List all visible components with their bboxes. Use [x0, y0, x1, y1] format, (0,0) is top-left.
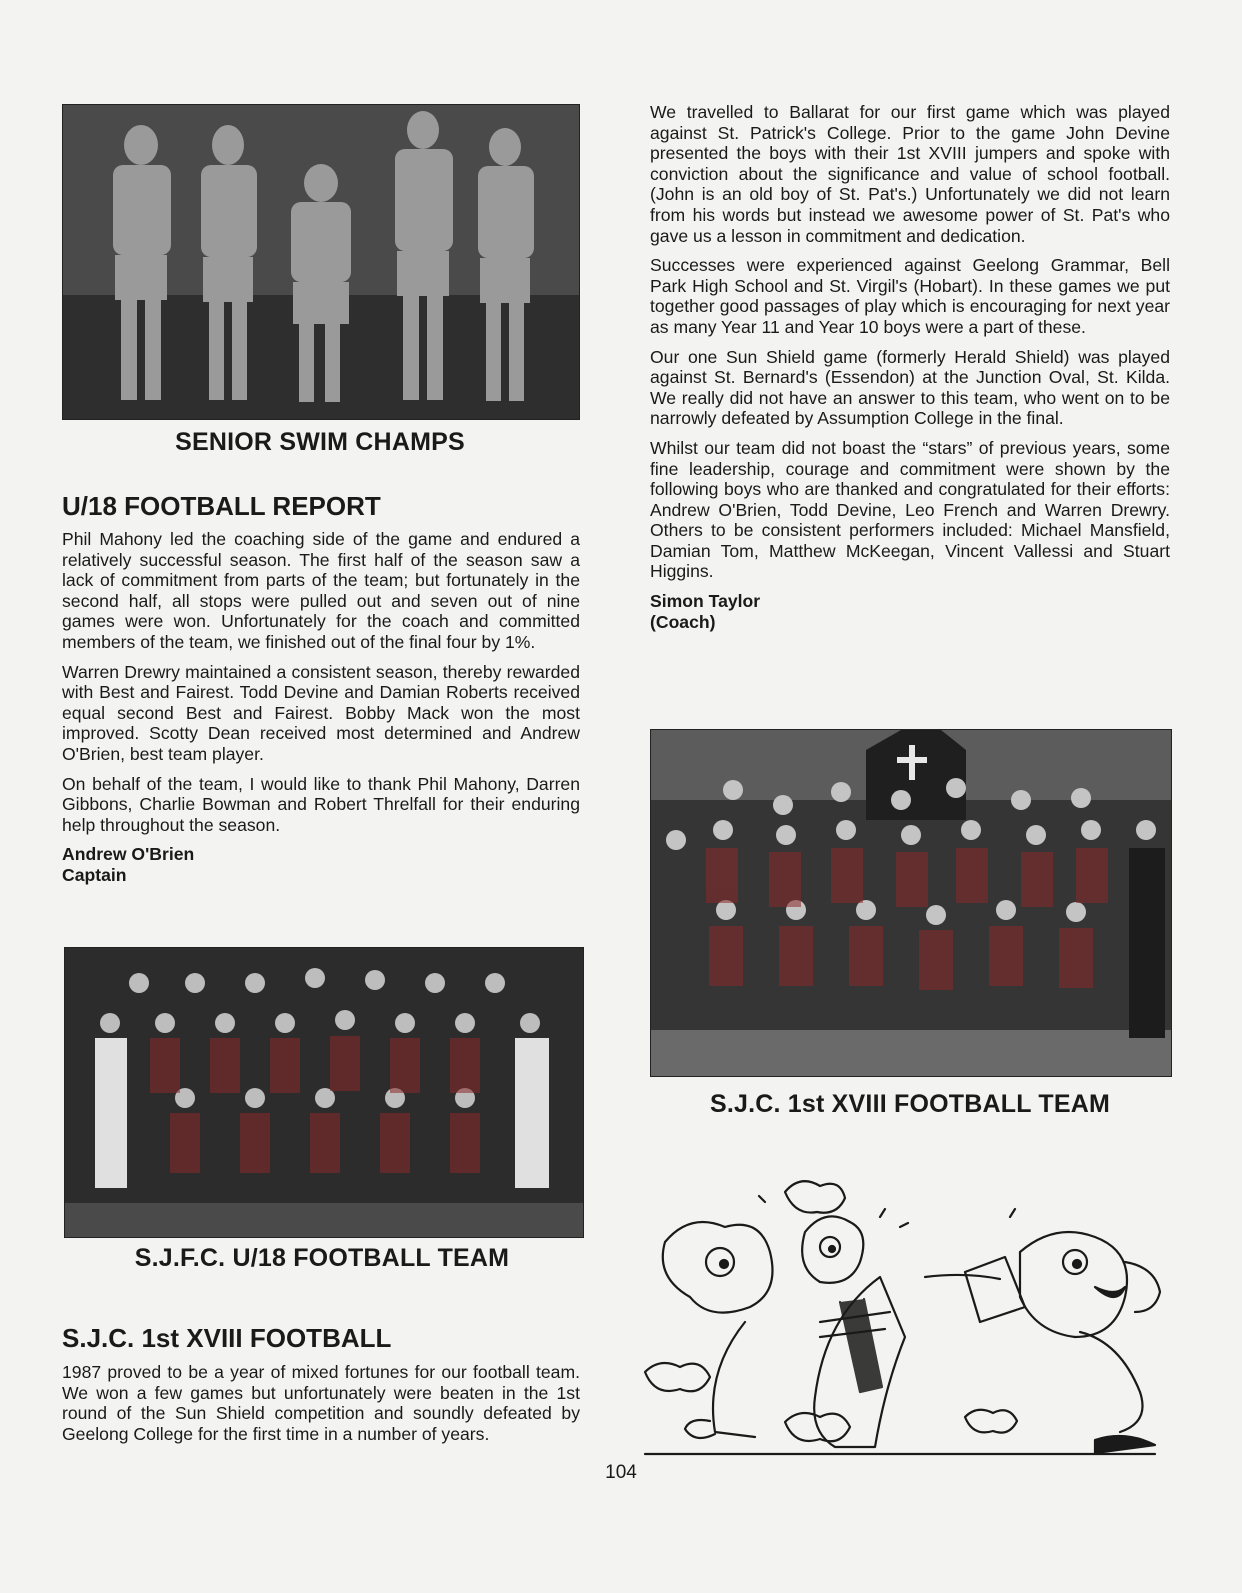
u18-signature-name: Andrew O'Brien	[62, 844, 195, 865]
first-xviii-team-photo	[650, 729, 1172, 1077]
first-xviii-signature-role: (Coach)	[650, 611, 716, 632]
first-xviii-signature-name: Simon Taylor	[650, 591, 761, 612]
u18-team-photo	[64, 947, 584, 1238]
page-number: 104	[605, 1462, 637, 1483]
swim-champs-photo	[62, 104, 580, 420]
first-xviii-paragraph: Our one Sun Shield game (formerly Herald Shield) was played against St. Bernard's (Essendon) at the Junction Oval, St. Kilda. We really did not have an answer to this team, who went on to be narrowly defeated by Assumption College in the final.	[650, 346, 1170, 429]
u18-report-body	[62, 529, 580, 886]
u18-signature-role: Captain	[62, 864, 127, 885]
first-xviii-intro: 1987 proved to be a year of mixed fortunes for our football team. We won a few games but unfortunately were beaten in the 1st round of the Sun Shield competition and soundly defeated by Geelong College for the first time in a number of years.	[62, 1362, 580, 1444]
u18-report-paragraph: Phil Mahony led the coaching side of the game and endured a relatively successful season. The first half of the season saw a lack of commitment from parts of the team; but fortunately in the second half, all stops were pulled out and seven out of nine games were won. Unfortunately for the coach and committed members of the team, we finished out of the final four by 1%.	[62, 529, 580, 652]
first-xviii-paragraph: Successes were experienced against Geelong Grammar, Bell Park High School and St. Virgil's (Hobart). In these games we put together good passages of play which is encouraging for next year as many Year 11 and Year 10 boys were a part of these.	[650, 255, 1170, 337]
first-xviii-team-caption: S.J.C. 1st XVIII FOOTBALL TEAM	[709, 1090, 1111, 1118]
u18-team-caption: S.J.F.C. U/18 FOOTBALL TEAM	[134, 1244, 510, 1272]
swim-champs-caption: SENIOR SWIM CHAMPS	[175, 428, 465, 456]
u18-report-paragraph: On behalf of the team, I would like to thank Phil Mahony, Darren Gibbons, Charlie Bowman and Robert Threlfall for their enduring help throughout the season.	[62, 773, 580, 835]
first-xviii-paragraph: Whilst our team did not boast the “stars” of previous years, some fine leadership, courage and commitment were shown by the following boys who are thanked and congratulated for their efforts: Andrew O'Brien, Todd Devine, Leo French and Warren Drewry. Others to be consistent performers included: Michael Mansfield, Damian Tom, Matthew McKeegan, Vincent Vallessi and Stuart Higgins.	[650, 437, 1170, 582]
first-xviii-paragraph: We travelled to Ballarat for our first game which was played against St. Patrick's College. Prior to the game John Devine presented the boys with their 1st XVIII jumpers and spoke with conviction about the significance and value of school football. (John is an old boy of St. Pat's.) Unfortunately we did not learn from his words but instead we awesome power of St. Pat's who gave us a lesson in commitment and dedication.	[650, 102, 1170, 246]
first-xviii-heading: S.J.C. 1st XVIII FOOTBALL	[62, 1323, 392, 1353]
football-cartoon	[625, 1172, 1175, 1462]
first-xviii-body	[650, 102, 1170, 632]
u18-report-heading: U/18 FOOTBALL REPORT	[62, 491, 381, 521]
u18-report-paragraph: Warren Drewry maintained a consistent season, thereby rewarded with Best and Fairest. Todd Devine and Damian Roberts received equal second Best and Fairest. Bobby Mack won the most improved. Scotty Dean received most determined and Andrew O'Brien, best team player.	[62, 661, 580, 764]
